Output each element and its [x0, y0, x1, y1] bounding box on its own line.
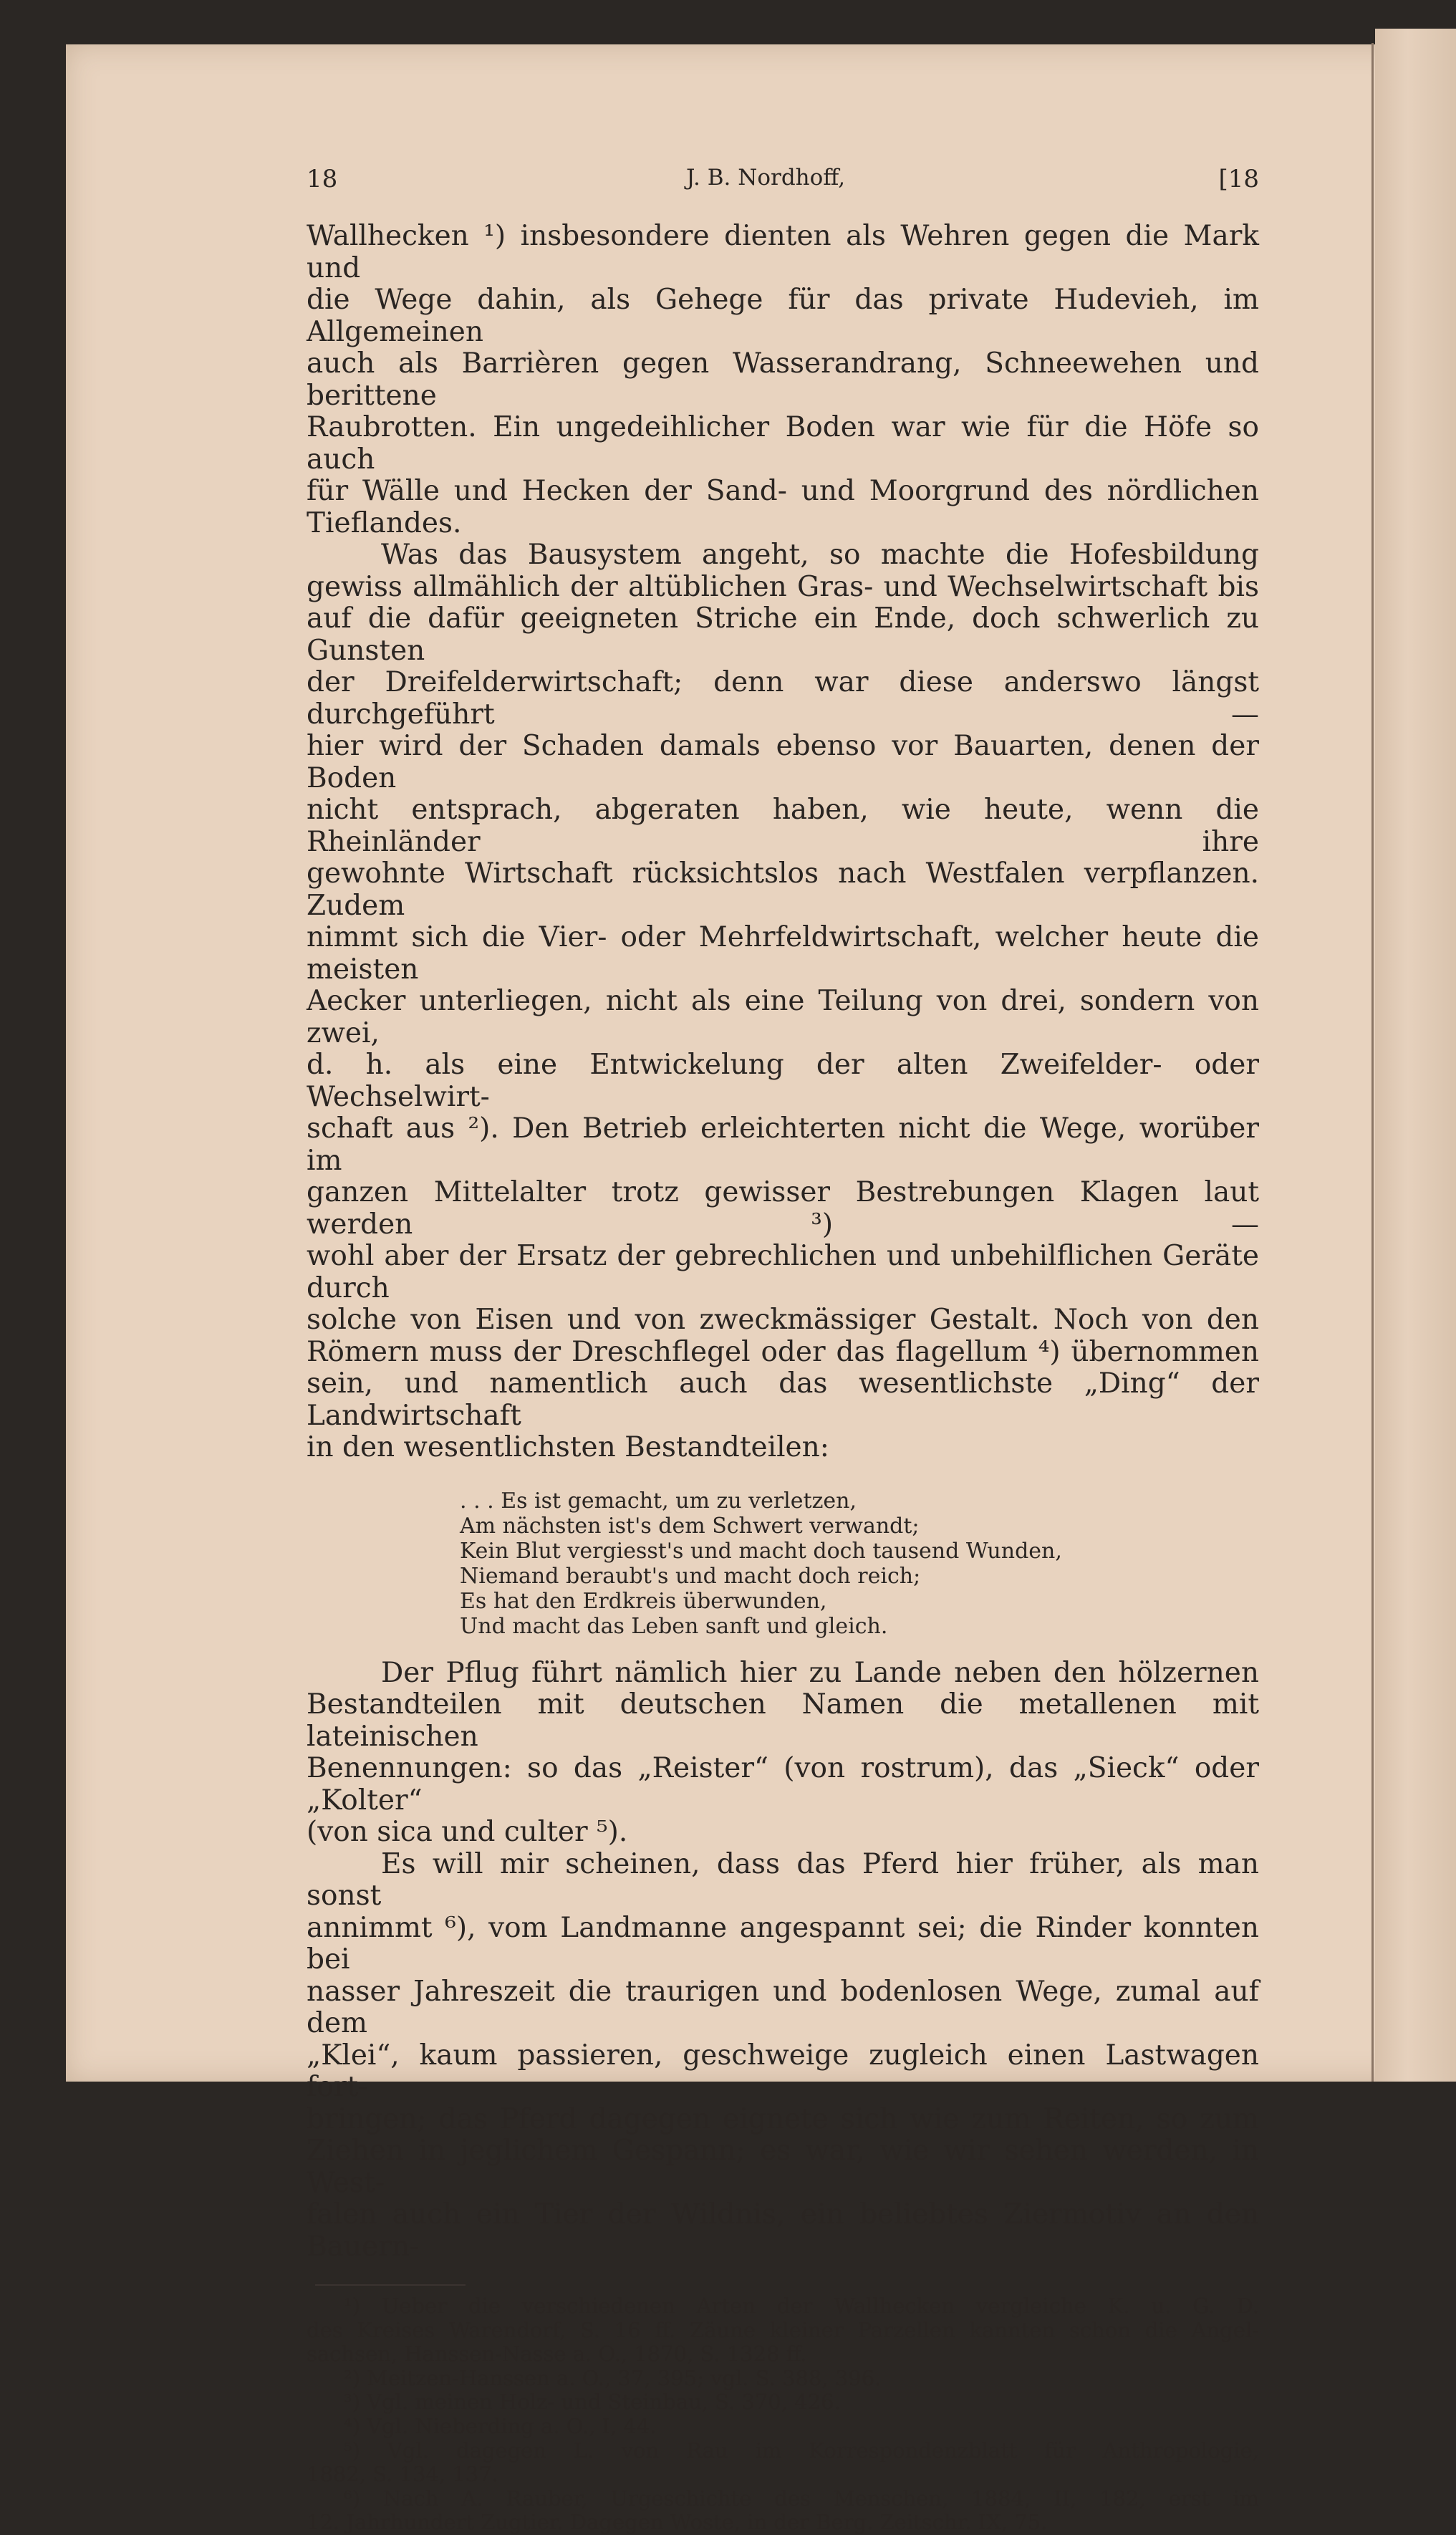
paragraph-1 — [307, 221, 1259, 539]
text-line: wohl aber der Ersatz der gebrechlichen und unbehilflichen Geräte durch — [307, 1240, 1259, 1304]
text-line: Der Pflug führt nämlich hier zu Lande neben den hölzernen — [381, 1656, 1259, 1689]
text-line: hier wird der Schaden damals ebenso vor Bauarten, denen der Boden — [307, 730, 1259, 794]
footnote-line: sachsen, Hanssen-Nasse a. O., 1870, S. 1328 ff. — [307, 2342, 807, 2367]
text-line: nimmt sich die Vier- oder Mehrfeldwirtschaft, welcher heute die meisten — [307, 921, 1259, 986]
text-line: bringen; das Pferd dagegen eignete sich wie zum Reiten, so zum — [307, 2102, 1259, 2135]
text-line: Es will mir scheinen, dass das Pferd hier früher, als man sonst — [307, 1847, 1259, 1912]
poem-line: Kein Blut vergiesst's und macht doch tausend Wunden, — [460, 1538, 1062, 1564]
running-title: J. B. Nordhoff, — [686, 165, 846, 191]
text-line: der Dreifelderwirtschaft; denn war diese anderswo längst durchgeführt — — [307, 666, 1259, 731]
text-line: Tieflandes. — [307, 506, 462, 539]
text-line: solche von Eisen und von zweckmässiger Gestalt. Noch von den — [307, 1304, 1259, 1336]
footnote-line: 12. Jahrhundert Zugtier. Dagegen Woste, in der Berg. Zeitschr. IX, 75. — [307, 2510, 1048, 2535]
footnote-line: ³) Vgl. meinen Holz- und Steinbau, S. 370, 426. — [344, 2390, 841, 2415]
text-line: Raubrotten. Ein ungedeihlicher Boden war wie für die Höfe so auch — [307, 411, 1259, 476]
text-line: Benennungen: so das „Reister“ (von rostrum), das „Sieck“ oder „Kolter“ — [307, 1752, 1259, 1817]
footnote-line: ²) Meitzen-Hanssen a. O., 37, 395; vgl. S. 388, 396. — [344, 2365, 882, 2390]
text-line: sein, und namentlich auch das wesentlichste „Ding“ der Landwirtschaft — [307, 1367, 1259, 1432]
page-text — [307, 150, 1259, 2535]
text-line: Was das Bausystem angeht, so machte die Hofesbildung — [381, 539, 1259, 571]
poem-line: Es hat den Erdkreis überwunden, — [460, 1588, 827, 1614]
running-number: [18 — [1218, 165, 1259, 193]
text-line: nicht entsprach, abgeraten haben, wie heute, wenn die Rheinländer ihre — [307, 794, 1259, 858]
text-line: ganzen Mittelalter trotz gewisser Bestrebungen Klagen laut werden ³) — — [307, 1176, 1259, 1241]
running-header — [307, 150, 1259, 201]
text-line: Aecker unterliegen, nicht als eine Teilung von drei, sondern von zwei, — [307, 985, 1259, 1049]
text-line: gewiss allmählich der altüblichen Gras- und Wechselwirtschaft bis — [307, 570, 1259, 603]
footnote-line: des Kreises Warendorf, S. 16 ff. Zäune kleiner Parzellen kannten schon die Angel- — [307, 2317, 1259, 2342]
text-line: auch als Barrièren gegen Wasserandrang, Schneewehen und berittene — [307, 347, 1259, 412]
paragraph-3 — [307, 1658, 1259, 1849]
text-line: Wallhecken ¹) insbesondere dienten als Wehren gegen die Mark und — [307, 220, 1259, 284]
page-fold-line — [1371, 43, 1374, 2082]
poem-quote — [460, 1488, 1259, 1639]
footnote-line: 1882, S. 134, 137. — [307, 2462, 498, 2487]
text-line: schaft aus ²). Den Betrieb erleichterten nicht die Wege, worüber im — [307, 1112, 1259, 1177]
footnote-line: ¹) Ueber die verschiedenen Arten der Wallhecken vergleiche K. u. G. D. — [344, 2294, 1259, 2318]
text-line: Römern muss der Dreschflegel oder das flagellum ⁴) übernommen — [307, 1335, 1259, 1368]
text-line: (von sica und culter ⁵). — [307, 1816, 628, 1848]
next-page-edge — [1375, 29, 1456, 2082]
footnote-rule — [315, 2284, 466, 2286]
text-line: annimmt ⁶), vom Landmanne angespannt sei; die Rinder konnten bei — [307, 1911, 1259, 1976]
text-line: die Wege dahin, als Gehege für das private Hudevieh, im Allgemeinen — [307, 284, 1259, 348]
paragraph-4 — [307, 1849, 1259, 2264]
text-line: falen auch ein Tier der Wildnis, ein beliebtes Ziermotiv an den Bauern- — [307, 2198, 1259, 2263]
footnote-line: ⁴) Vgl. Nieberding a. O., I, 44. — [344, 2413, 657, 2438]
text-line: für Wälle und Hecken der Sand- und Moorgrund des nördlichen — [307, 475, 1259, 507]
poem-line: Am nächsten ist's dem Schwert verwandt; — [460, 1513, 920, 1539]
footnote-line: ⁶) Nach A. Rauber, Urgeschichte des Menschen, 1884, II, 182, erst im — [344, 2486, 1259, 2511]
text-line: gewohnte Wirtschaft rücksichtslos nach Westfalen verpflanzen. Zudem — [307, 857, 1259, 922]
text-line: Bestandteilen mit deutschen Namen die metallenen mit lateinischen — [307, 1688, 1259, 1753]
footnote-line: ⁵) Vgl. dagegen L. von Rau im Korrespondenzblatt für Anthropologie, — [344, 2438, 1259, 2463]
page-number: 18 — [307, 165, 338, 193]
text-line: nasser Jahreszeit die traurigen und bodenlosen Wege, zumal auf dem — [307, 1975, 1259, 2039]
poem-line: Und macht das Leben sanft und gleich. — [460, 1613, 888, 1639]
poem-line: . . . Es ist gemacht, um zu verletzen, — [460, 1488, 857, 1514]
text-line: in den wesentlichsten Bestandteilen: — [307, 1431, 829, 1463]
text-line: „Klei“, kaum passieren, geschweige zugleich einen Lastwagen fort- — [307, 2039, 1259, 2103]
text-line: auf die dafür geeigneten Striche ein Ende, doch schwerlich zu Gunsten — [307, 602, 1259, 667]
poem-line: Niemand beraubt's und macht doch reich; — [460, 1563, 921, 1589]
text-line: d. h. als eine Entwickelung der alten Zweifelder- oder Wechselwirt- — [307, 1049, 1259, 1113]
footnotes — [307, 2294, 1259, 2535]
paragraph-2 — [307, 539, 1259, 1464]
text-line: Ziehen in jeglichem Gespann; es war, wie wir sehen werden, in West- — [307, 2135, 1259, 2199]
